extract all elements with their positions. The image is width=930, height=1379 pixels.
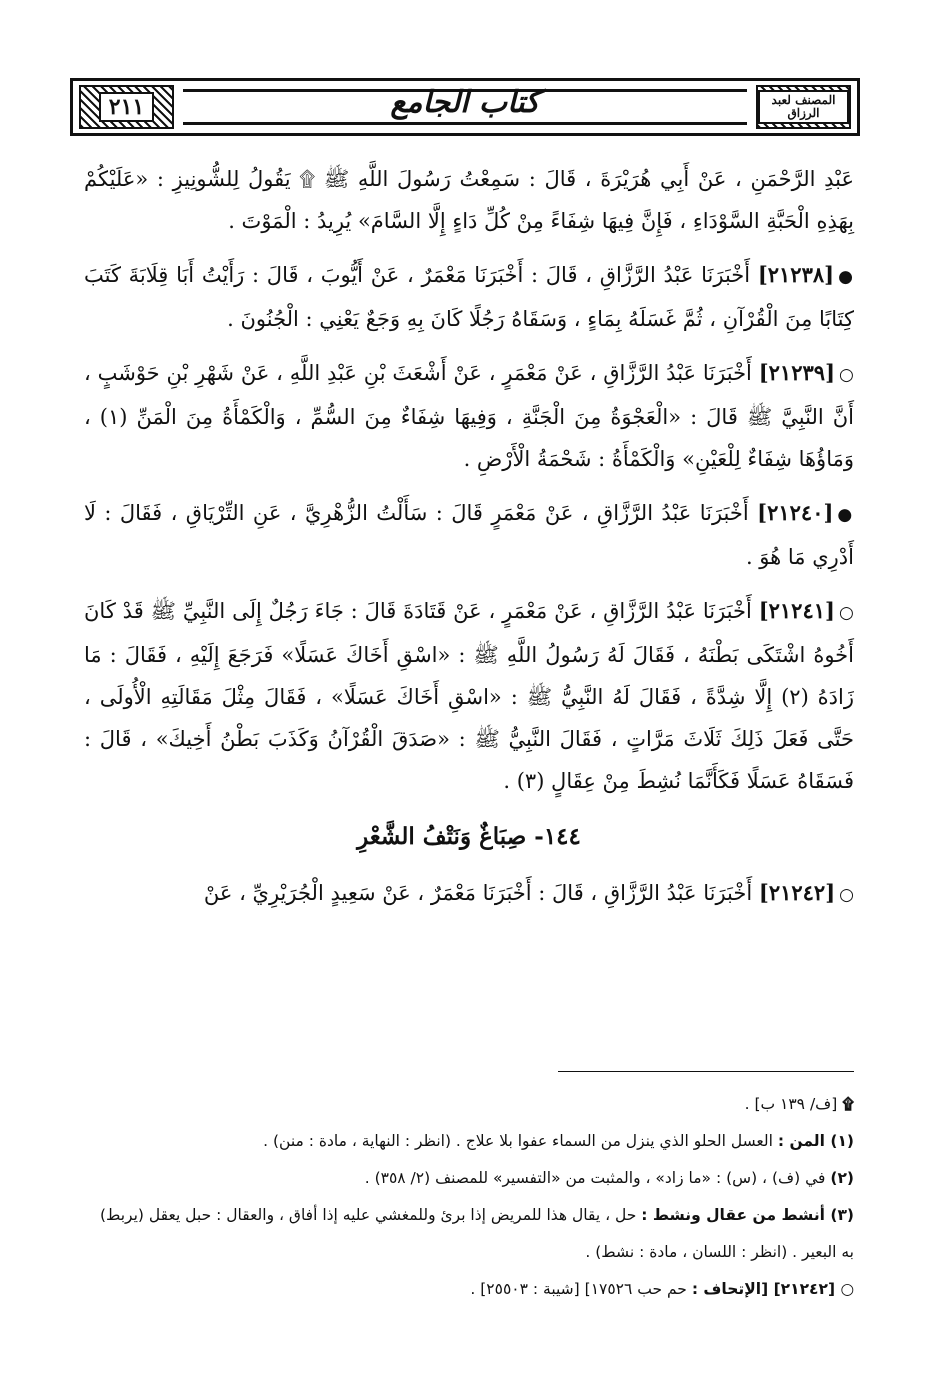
footnote-label: ○ [٢١٢٤٢] [الإتحاف :: [691, 1280, 854, 1298]
paragraph-text: أَخْبَرَنَا عَبْدُ الرَّزَّاقِ ، عَنْ مَعْمَرٍ قَالَ : سَأَلْتُ الزُّهْرِيَّ ، عَنِ التِّرْيَاقِ ، فَقَالَ : لَا أَدْرِي مَا هُوَ .: [84, 501, 854, 569]
footnote: [84, 1271, 854, 1308]
paragraph-text: أَخْبَرَنَا عَبْدُ الرَّزَّاقِ ، قَالَ : أَخْبَرَنَا مَعْمَرٌ ، عَنْ سَعِيدٍ الْجُرَيْرِيِّ ، عَنْ: [203, 881, 753, 905]
circle-icon: ○: [839, 365, 854, 385]
hadith-21242: [84, 872, 854, 916]
footnote-text: حل ، يقال هذا للمريض إذا برئ وللمغشي عليه إذا أفاق ، والعقال : حبل يعقل (يربط) به البعير . (انظر : اللسان ، مادة : نشط) .: [99, 1206, 854, 1261]
paragraph-text: أَخْبَرَنَا عَبْدُ الرَّزَّاقِ ، قَالَ : أَخْبَرَنَا مَعْمَرٌ ، عَنْ أَيُّوبَ ، قَالَ : رَأَيْتُ أَبَا قِلَابَةَ كَتَبَ كِتَابًا مِنَ الْقُرْآنِ ، ثُمَّ غَسَلَهُ بِمَاءٍ ، وَسَقَاهُ رَجُلًا كَانَ بِهِ وَجَعٌ يَعْنِي : الْجُنُونَ .: [84, 263, 854, 331]
bullet-icon: ●: [837, 505, 854, 525]
hadith-21238: [84, 254, 854, 340]
hadith-21240: [84, 492, 854, 578]
hadith-21241: [84, 590, 854, 802]
emblem-ornament: [756, 85, 851, 129]
paragraph-text: أَخْبَرَنَا عَبْدُ الرَّزَّاقِ ، عَنْ مَعْمَرٍ ، عَنْ أَشْعَثَ بْنِ عَبْدِ اللَّهِ ، عَنْ شَهْرِ بْنِ حَوْشَبٍ ، أَنَّ النَّبِيَّ ﷺ قَالَ : «الْعَجْوَةُ مِنَ الْجَنَّةِ ، وَفِيهَا شِفَاءٌ مِنَ السُّمِّ ، وَالْكَمْأَةُ مِنَ الْمَنِّ (١) ، وَمَاؤُهَا شِفَاءٌ لِلْعَيْنِ» وَالْكَمْأَةُ : شَحْمَةُ الْأَرْضِ .: [84, 361, 855, 471]
circle-icon: ○: [839, 885, 854, 905]
footnote-text: في (ف) ، (س) : «ما زاد» ، والمثبت من «التفسير» للمصنف (٢/ ٣٥٨) .: [364, 1169, 826, 1187]
footnote: [84, 1160, 854, 1197]
hadith-number: [٢١٢٤٠]: [757, 500, 834, 525]
footnote-label: (١) المن :: [777, 1132, 854, 1150]
page-number: ٢١١: [99, 92, 154, 122]
bullet-icon: ●: [838, 267, 854, 287]
footnote-text: حم حب ١٧٥٢٦] [شيبة : ٢٥٥٠٣] .: [470, 1280, 687, 1298]
footnote: [84, 1197, 854, 1271]
page-header: [70, 78, 860, 136]
footnote-label: ۩: [842, 1095, 854, 1113]
footnote-divider: [558, 1071, 854, 1072]
section-heading: ١٤٤- صِبَاغٌ وَنَتْفُ الشَّعْرِ: [357, 823, 581, 850]
hadith-number: [٢١٢٣٩]: [758, 360, 835, 385]
emblem-text: المصنف لعبد الرزاق: [758, 90, 849, 124]
book-title: كتاب الجامع: [390, 85, 540, 120]
paragraph-continuation: [84, 158, 854, 242]
hadith-21239: [84, 352, 854, 480]
main-text: [84, 158, 854, 928]
hadith-number: [٢١٢٤١]: [758, 598, 835, 623]
footnote-text: العسل الحلو الذي ينزل من السماء عفوا بلا علاج . (انظر : النهاية ، مادة : منن) .: [263, 1132, 773, 1150]
footnote: [84, 1086, 854, 1123]
footnote-label: (٢): [830, 1169, 854, 1187]
footnote-text: [ف/ ١٣٩ ب] .: [744, 1095, 838, 1113]
hadith-number: [٢١٢٤٢]: [758, 880, 836, 905]
circle-icon: ○: [838, 603, 854, 623]
footnote-label: (٣) أنشط من عقال ونشط :: [641, 1206, 854, 1224]
hadith-number: [٢١٢٣٨]: [757, 262, 835, 287]
paragraph-text: أَخْبَرَنَا عَبْدُ الرَّزَّاقِ ، عَنْ مَعْمَرٍ ، عَنْ قَتَادَةَ قَالَ : جَاءَ رَجُلٌ إِلَى النَّبِيِّ ﷺ قَدْ كَانَ أَخُوهُ اشْتَكَى بَطْنَهُ ، فَقَالَ لَهُ رَسُولُ اللَّهِ ﷺ : «اسْقِ أَخَاكَ عَسَلًا» فَرَجَعَ إِلَيْهِ ، فَقَالَ : مَا زَادَهُ (٢) إِلَّا شِدَّةً ، فَقَالَ لَهُ النَّبِيُّ ﷺ : «اسْقِ أَخَاكَ عَسَلًا» ، فَقَالَ مِثْلَ مَقَالَتِهِ الْأُولَى ، حَتَّى فَعَلَ ذَلِكَ ثَلَاثَ مَرَّاتٍ ، فَقَالَ النَّبِيُّ ﷺ : «صَدَقَ الْقُرْآنُ وَكَذَبَ بَطْنُ أَخِيكَ» ، قَالَ : فَسَقَاهُ عَسَلًا فَكَأَنَّمَا نُشِطَ مِنْ عِقَالٍ (٣) .: [84, 599, 855, 793]
footnote: [84, 1123, 854, 1160]
footnotes: [84, 1086, 854, 1308]
paragraph-text: عَبْدِ الرَّحْمَنِ ، عَنْ أَبِي هُرَيْرَةَ ، قَالَ : سَمِعْتُ رَسُولَ اللَّهِ ﷺ ۩ يَقُولُ لِلشُّونِيزِ : «عَلَيْكُمْ بِهَذِهِ الْحَبَّةِ السَّوْدَاءِ ، فَإِنَّ فِيهَا شِفَاءً مِنْ كُلِّ دَاءٍ إِلَّا السَّامَ» يُرِيدُ : الْمَوْتَ .: [84, 167, 854, 233]
